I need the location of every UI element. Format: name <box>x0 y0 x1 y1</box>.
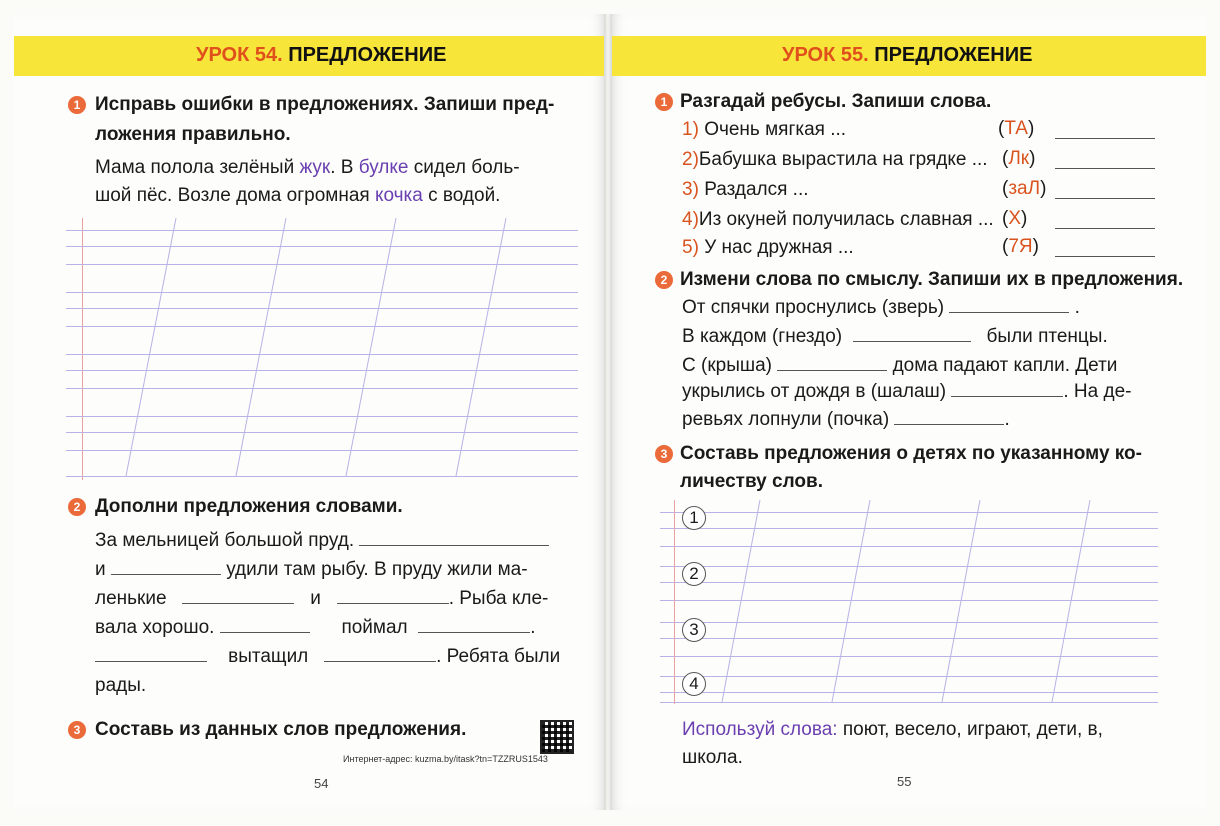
r-task2-line1 <box>682 296 1080 320</box>
task2-line5 <box>95 645 560 669</box>
answer-blank[interactable] <box>95 661 207 662</box>
internet-address: Интернет-адрес: kuzma.by/itask?tn=TZZRUS1543 <box>343 754 548 764</box>
task2-line4 <box>95 616 535 640</box>
right-margin-line <box>674 500 675 704</box>
text-fragment: . Рыба кле- <box>448 588 549 609</box>
sentence-number-3: 3 <box>682 618 706 642</box>
item-number: 2) <box>682 149 699 170</box>
rebus-picture: заЛ <box>1008 178 1041 199</box>
task3-title: Составь из данных слов предложения. <box>95 719 467 740</box>
item-number: 3) <box>682 179 699 200</box>
text-fragment: дома падают капли. Дети <box>892 355 1118 376</box>
task2-line6: рады. <box>95 675 147 696</box>
answer-blank[interactable] <box>949 312 1069 313</box>
error-word-zhuk: жук <box>299 157 331 178</box>
error-word-kochka: кочка <box>374 185 423 206</box>
answer-blank[interactable] <box>324 661 436 662</box>
task2-number-badge: 2 <box>68 498 86 516</box>
rebus-row-4 <box>682 208 994 232</box>
rebus-2: (Лк) <box>1002 148 1036 169</box>
left-page-number: 54 <box>314 776 329 791</box>
answer-blank[interactable] <box>777 370 887 371</box>
sentence-number-1: 1 <box>682 506 706 530</box>
answer-blank[interactable] <box>1055 198 1155 199</box>
text-fragment: вала хорошо. <box>95 617 215 638</box>
rebus-5: (7Я) <box>1002 236 1039 257</box>
r-task1-number-badge: 1 <box>655 93 673 111</box>
r-task2-line3 <box>682 354 1117 378</box>
answer-blank[interactable] <box>1055 138 1155 139</box>
rebus-picture: Х <box>1008 208 1022 229</box>
rebus-picture: Лк <box>1008 148 1030 169</box>
text-fragment: . <box>1004 409 1010 430</box>
task2-line3 <box>95 587 548 611</box>
answer-blank[interactable] <box>359 545 549 546</box>
hint-label: Используй слова: <box>682 719 838 740</box>
text-fragment: поймал <box>341 617 408 638</box>
task1-title-line1: Исправь ошибки в предложениях. Запиши пред- <box>95 94 555 115</box>
item-text: Бабушка вырастила на грядке ... <box>698 149 988 170</box>
sentence-number-4: 4 <box>682 672 706 696</box>
item-number: 5) <box>682 237 699 258</box>
answer-blank[interactable] <box>894 424 1004 425</box>
rebus-1: (ТА) <box>998 118 1035 139</box>
text-fragment: . В <box>330 157 359 178</box>
answer-blank[interactable] <box>337 603 449 604</box>
answer-blank[interactable] <box>1055 228 1155 229</box>
r-task2-number-badge: 2 <box>655 271 673 289</box>
text-fragment: За мельницей большой пруд. <box>95 530 355 551</box>
item-text: Раздался ... <box>704 179 809 200</box>
left-lesson-title <box>196 44 446 67</box>
text-fragment: С (крыша) <box>682 355 772 376</box>
right-writing-area[interactable] <box>660 500 1158 704</box>
r-task2-line5 <box>682 408 1010 432</box>
text-fragment: . На де- <box>1063 381 1132 402</box>
answer-blank[interactable] <box>182 603 294 604</box>
text-fragment: сидел боль- <box>408 157 520 178</box>
task3-number-badge: 3 <box>68 721 86 739</box>
answer-blank[interactable] <box>853 341 971 342</box>
text-fragment: и <box>310 588 321 609</box>
left-lesson-number: УРОК 54. <box>196 44 283 66</box>
slant-guides <box>660 500 1158 704</box>
task1-title-line2: ложения правильно. <box>95 124 291 145</box>
text-fragment: были птенцы. <box>986 326 1108 347</box>
text-fragment: укрылись от дождя в (шалаш) <box>682 381 947 402</box>
item-number: 1) <box>682 119 699 140</box>
text-fragment: От спячки проснулись (зверь) <box>682 297 945 318</box>
left-writing-area-1[interactable] <box>66 218 578 480</box>
right-page-number: 55 <box>897 774 912 789</box>
rebus-row-3 <box>682 178 809 202</box>
r-task2-line4 <box>682 380 1131 404</box>
text-fragment: шой пёс. Возле дома огромная <box>95 185 375 206</box>
answer-blank[interactable] <box>1055 168 1155 169</box>
right-lesson-topic: ПРЕДЛОЖЕНИЕ <box>874 44 1033 66</box>
task2-title: Дополни предложения словами. <box>95 496 403 517</box>
rebus-picture: ТА <box>1004 118 1028 139</box>
task1-number-badge: 1 <box>68 96 86 114</box>
word-hint <box>682 718 1103 742</box>
book-spine <box>604 14 612 810</box>
error-word-bulke: булке <box>358 157 409 178</box>
answer-blank[interactable] <box>1055 256 1155 257</box>
item-text: У нас дружная ... <box>704 237 854 258</box>
rebus-4: (Х) <box>1002 208 1028 229</box>
text-fragment: вытащил <box>228 646 309 667</box>
text-fragment: и <box>95 559 106 580</box>
answer-blank[interactable] <box>418 632 530 633</box>
r-task2-title: Измени слова по смыслу. Запиши их в предложения. <box>680 269 1184 290</box>
text-fragment: с водой. <box>422 185 501 206</box>
answer-blank[interactable] <box>111 574 221 575</box>
text-fragment: ревьях лопнули (почка) <box>682 409 890 430</box>
rebus-row-5 <box>682 236 854 260</box>
sentence-number-2: 2 <box>682 562 706 586</box>
text-fragment: В каждом (гнездо) <box>682 326 843 347</box>
r-task2-line2 <box>682 325 1108 349</box>
answer-blank[interactable] <box>220 632 310 633</box>
r-task3-number-badge: 3 <box>655 445 673 463</box>
item-text: Из окуней получилась славная ... <box>698 209 994 230</box>
answer-blank[interactable] <box>951 396 1063 397</box>
right-header-band <box>612 36 1206 76</box>
right-lesson-number: УРОК 55. <box>782 44 869 66</box>
left-header-band <box>14 36 604 76</box>
rebus-picture: 7Я <box>1008 236 1033 257</box>
text-fragment: Мама полола зелёный <box>95 157 300 178</box>
left-lesson-topic: ПРЕДЛОЖЕНИЕ <box>288 44 447 66</box>
slant-guides <box>66 218 578 480</box>
text-fragment: . Ребята были <box>436 646 561 667</box>
word-hint-line2: школа. <box>682 747 743 768</box>
r-task3-title-line2: личеству слов. <box>680 471 823 492</box>
text-fragment: ленькие <box>95 588 167 609</box>
text-fragment: . <box>530 617 536 638</box>
rebus-3: (заЛ) <box>1002 178 1047 199</box>
task1-text-line1 <box>95 156 520 180</box>
item-number: 4) <box>682 209 699 230</box>
rebus-row-2 <box>682 148 988 172</box>
right-lesson-title <box>782 44 1032 67</box>
r-task1-title: Разгадай ребусы. Запиши слова. <box>680 91 992 112</box>
task2-line1 <box>95 529 549 553</box>
rebus-row-1 <box>682 118 846 142</box>
qr-code-icon <box>540 720 574 754</box>
item-text: Очень мягкая ... <box>704 119 847 140</box>
text-fragment: . <box>1074 297 1080 318</box>
task1-text-line2 <box>95 184 500 208</box>
text-fragment: удили там рыбу. В пруду жили ма- <box>226 559 528 580</box>
task2-line2 <box>95 558 528 582</box>
hint-words: поют, весело, играют, дети, в, <box>837 719 1103 740</box>
r-task3-title-line1: Составь предложения о детях по указанному ко- <box>680 443 1142 464</box>
